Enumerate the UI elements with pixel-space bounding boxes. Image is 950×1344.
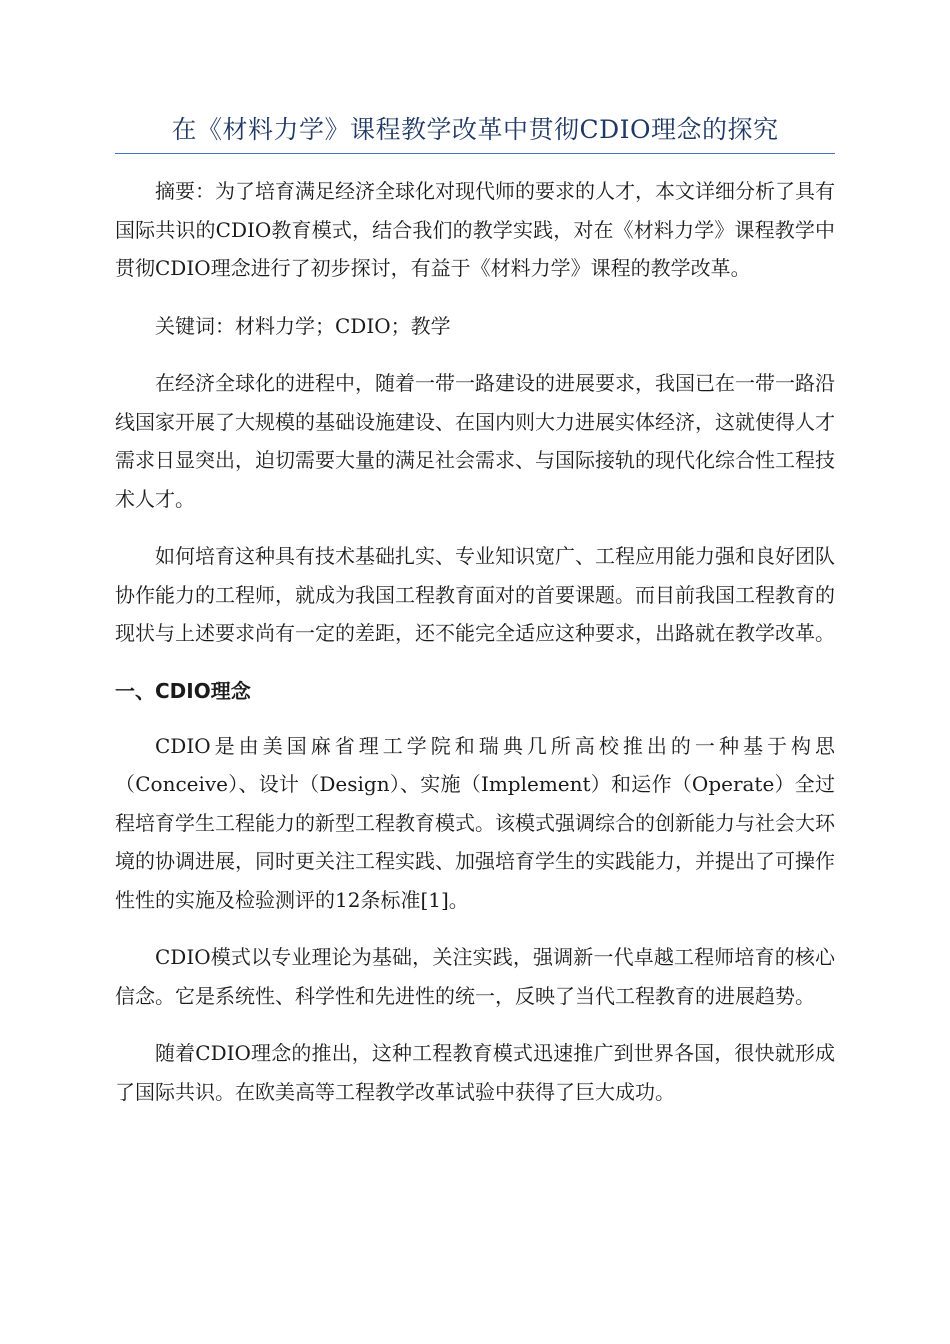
body-paragraph: 如何培育这种具有技术基础扎实、专业知识宽广、工程应用能力强和良好团队协作能力的工程师，就成为我国工程教育面对的首要课题。而目前我国工程教育的现状与上述要求尚有一定的差距，还不能完全适应这种要求，出路就在教学改革。 [115, 544, 835, 645]
title-underline [115, 153, 835, 154]
abstract-paragraph: 摘要：为了培育满足经济全球化对现代师的要求的人才，本文详细分析了具有国际共识的CDIO教育模式，结合我们的教学实践，对在《材料力学》课程教学中贯彻CDIO理念进行了初步探讨，有益于《材料力学》课程的教学改革。 [115, 179, 835, 280]
section-heading: 一、CDIO理念 [115, 678, 251, 703]
body-paragraph: 在经济全球化的进程中，随着一带一路建设的进展要求，我国已在一带一路沿线国家开展了大规模的基础设施建设、在国内则大力进展实体经济，这就使得人才需求日显突出，迫切需要大量的满足社会需求、与国际接轨的现代化综合性工程技术人才。 [115, 371, 835, 511]
body-paragraph: CDIO模式以专业理论为基础，关注实践，强调新一代卓越工程师培育的核心信念。它是系统性、科学性和先进性的统一，反映了当代工程教育的进展趋势。 [115, 945, 835, 1008]
keywords-paragraph: 关键词：材料力学；CDIO；教学 [155, 313, 451, 338]
body-paragraph: 随着CDIO理念的推出，这种工程教育模式迅速推广到世界各国，很快就形成了国际共识。在欧美高等工程教学改革试验中获得了巨大成功。 [115, 1041, 835, 1104]
document-title: 在《材料力学》课程教学改革中贯彻CDIO理念的探究 [171, 115, 779, 144]
document-body [115, 172, 835, 1130]
body-paragraph: CDIO是由美国麻省理工学院和瑞典几所高校推出的一种基于构思（Conceive）、设计（Design）、实施（Implement）和运作（Operate）全过程培育学生工程能力的新型工程教育模式。该模式强调综合的创新能力与社会大环境的协调进展，同时更关注工程实践、加强培育学生的实践能力，并提出了可操作性性的实施及检验测评的12条标准[1]。 [115, 733, 835, 912]
